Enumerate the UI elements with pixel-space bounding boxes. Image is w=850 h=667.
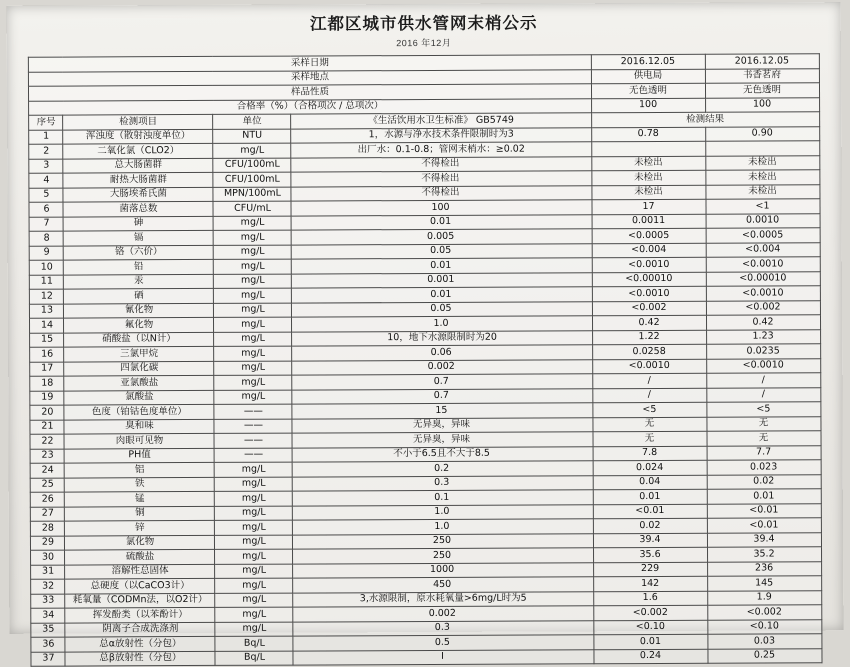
row-unit: mg/L [215,622,293,637]
row-unit: mg/L [215,593,293,608]
row-result-2: 未检出 [705,170,819,185]
row-item-name: 肉眼可见物 [64,433,214,448]
row-item-name: 挥发酚类（以苯酚计） [65,607,215,622]
row-item-name: 二氧化氯（CLO2） [63,143,213,158]
row-result-1: 0.01 [593,634,707,649]
row-result-1: <0.0010 [592,257,706,272]
row-number: 22 [30,434,64,449]
row-result-1: <0.10 [593,620,707,635]
row-result-1: <0.002 [592,301,706,316]
row-number: 14 [30,318,64,333]
row-standard-value: 0.7 [292,388,592,404]
row-result-2: 0.25 [707,648,821,663]
row-result-1: 1.6 [593,591,707,606]
row-standard-value: 0.01 [292,287,592,303]
header-row-label: 合格率（%）（合格项次 / 总项次） [29,98,591,115]
row-result-2: 未检出 [705,184,819,199]
row-item-name: 铬（六价） [64,245,214,260]
row-result-2: <0.002 [706,300,820,315]
row-unit: mg/L [214,346,292,361]
table-row [31,648,821,666]
row-item-name: 浑浊度（散射浊度单位） [63,129,213,144]
row-item-name: 铁 [65,477,215,492]
row-standard-value: 0.005 [292,229,592,245]
row-standard-value: 0.01 [292,258,592,274]
row-item-name: PH值 [65,448,215,463]
row-result-2: 1.9 [707,590,821,605]
row-result-2 [705,141,819,156]
row-item-name: 氟化物 [64,317,214,332]
row-result-2: 0.03 [707,634,821,649]
row-unit: mg/L [214,216,292,231]
row-unit: mg/L [215,477,293,492]
row-result-1: 无 [592,431,706,446]
row-item-name: 亚氯酸盐 [64,375,214,390]
row-result-1: <0.0010 [592,359,706,374]
row-result-1 [591,141,705,156]
row-item-name: 氯酸盐 [64,390,214,405]
row-unit: Bq/L [215,636,293,651]
row-result-1: <0.002 [593,605,707,620]
row-unit: mg/L [214,230,292,245]
row-standard-value: 0.002 [293,606,593,622]
row-result-2: 145 [707,576,821,591]
row-number: 26 [31,492,65,507]
row-item-name: 汞 [64,274,214,289]
row-unit: —— [215,448,293,463]
row-item-name: 总硬度（以CaCO3计） [65,578,215,593]
row-result-1: 0.42 [592,315,706,330]
row-unit: mg/L [215,520,293,535]
row-result-1: 7.8 [593,446,707,461]
row-number: 30 [31,550,65,565]
row-number: 1 [29,130,63,145]
row-result-2: <0.004 [706,242,820,257]
row-unit: mg/L [215,607,293,622]
row-result-1: <0.0005 [592,228,706,243]
row-item-name: 四氯化碳 [64,361,214,376]
row-item-name: 氯化物 [65,535,215,550]
row-result-2: 0.02 [707,474,821,489]
row-standard-value: 不得检出 [291,185,591,201]
row-unit: NTU [213,129,291,144]
column-header-result: 检测结果 [591,112,819,127]
row-number: 6 [29,202,63,217]
row-result-1: 未检出 [591,156,705,171]
row-result-1: <0.00010 [592,272,706,287]
row-number: 9 [30,246,64,261]
row-standard-value: 100 [291,200,591,216]
row-item-name: 氰化物 [64,303,214,318]
row-number: 16 [30,347,64,362]
row-standard-value: 不小于6.5且不大于8.5 [293,446,593,462]
row-result-1: / [592,388,706,403]
row-result-2: <0.0010 [706,286,820,301]
row-item-name: 总β放射性（分包） [65,651,215,666]
row-number: 35 [31,623,65,638]
row-number: 5 [29,188,63,203]
row-result-2: / [706,387,820,402]
row-unit: mg/L [214,274,292,289]
row-result-2: <1 [705,199,819,214]
header-row-label: 采样日期 [29,55,591,72]
row-number: 17 [30,362,64,377]
page-title: 江都区城市供水管网末梢公示 [309,13,538,34]
header-row-label: 样品性质 [29,84,591,101]
row-standard-value: 0.05 [292,243,592,259]
row-standard-value: 1.0 [292,316,592,332]
row-item-name: 铅 [64,259,214,274]
row-number: 18 [30,376,64,391]
row-unit: mg/L [214,259,292,274]
row-number: 13 [30,304,64,319]
row-standard-value: 0.002 [292,359,592,375]
row-unit: mg/L [213,143,291,158]
row-number: 23 [31,449,65,464]
row-item-name: 菌落总数 [63,201,213,216]
row-result-1: 0.04 [593,475,707,490]
row-result-2: 0.0010 [706,213,820,228]
row-number: 10 [30,260,64,275]
row-standard-value: 250 [293,533,593,549]
row-standard-value: 1，水源与净水技术条件限制时为3 [291,127,591,143]
water-quality-table [28,53,822,666]
row-standard-value: 450 [293,577,593,593]
row-result-2: 0.023 [707,460,821,475]
row-result-1: 35.6 [593,547,707,562]
row-result-1: <0.01 [593,504,707,519]
row-result-1: 1.22 [592,330,706,345]
row-result-1: 229 [593,562,707,577]
row-result-1: 0.24 [593,649,707,664]
header-row-value-2: 100 [705,97,819,112]
row-result-1: <0.004 [592,243,706,258]
row-number: 20 [30,405,64,420]
row-unit: —— [214,433,292,448]
row-number: 28 [31,521,65,536]
row-result-2: 0.01 [707,489,821,504]
row-number: 19 [30,391,64,406]
row-result-2: <0.01 [707,503,821,518]
row-result-1: 0.0011 [592,214,706,229]
column-header-unit: 单位 [213,114,291,129]
row-item-name: 镉 [64,230,214,245]
row-number: 21 [30,420,64,435]
row-result-1: <5 [592,402,706,417]
row-result-2: 7.7 [707,445,821,460]
row-unit: mg/L [214,332,292,347]
row-standard-value: 0.01 [292,214,592,230]
row-standard-value: 0.5 [293,635,593,651]
column-header-standard: 《生活饮用水卫生标准》 GB5749 [291,113,591,129]
row-result-1: 0.024 [593,460,707,475]
row-number: 37 [31,652,65,667]
row-unit: mg/L [214,375,292,390]
row-item-name: 砷 [64,216,214,231]
row-result-1: 无 [592,417,706,432]
row-item-name: 锌 [65,520,215,535]
row-result-2: 无 [706,416,820,431]
row-result-2: 0.42 [706,315,820,330]
row-standard-value: 1.0 [293,519,593,535]
row-number: 36 [31,637,65,652]
row-result-2: <0.002 [707,605,821,620]
row-item-name: 耗氧量（CODMn法，以O2计） [65,593,215,608]
row-number: 29 [31,536,65,551]
row-item-name: 锰 [65,491,215,506]
row-result-2: <0.0005 [706,228,820,243]
row-result-2: 1.23 [706,329,820,344]
row-result-2: <0.10 [707,619,821,634]
row-unit: —— [214,404,292,419]
row-standard-value: 0.05 [292,301,592,317]
row-number: 27 [31,507,65,522]
row-standard-value: 不得检出 [291,156,591,172]
row-number: 24 [31,463,65,478]
row-unit: mg/L [215,578,293,593]
column-header-item: 检测项目 [63,114,213,129]
row-standard-value: I [293,649,593,665]
row-item-name: 总α放射性（分包） [65,636,215,651]
row-result-2: <5 [706,402,820,417]
row-result-2: 未检出 [705,155,819,170]
row-standard-value: 0.06 [292,345,592,361]
header-row-value-2: 无色透明 [705,83,819,98]
row-unit: CFU/100mL [213,158,291,173]
row-number: 2 [29,144,63,159]
row-standard-value: 1.0 [293,504,593,520]
row-unit: mg/L [214,288,292,303]
row-number: 11 [30,275,64,290]
row-standard-value: 0.001 [292,272,592,288]
row-result-2: <0.0010 [706,358,820,373]
row-number: 8 [30,231,64,246]
row-item-name: 硝酸盐（以N计） [64,332,214,347]
header-row-value-2: 书香茗府 [705,68,819,83]
row-number: 15 [30,333,64,348]
row-unit: mg/L [214,245,292,260]
row-item-name: 耐热大肠菌群 [63,172,213,187]
row-unit: mg/L [215,549,293,564]
row-result-1: 0.78 [591,127,705,142]
row-standard-value: 10，地下水源限制时为20 [292,330,592,346]
header-row-label: 采样地点 [29,69,591,86]
row-number: 32 [31,579,65,594]
row-standard-value: 0.3 [293,475,593,491]
row-unit: mg/L [215,564,293,579]
row-unit: CFU/100mL [213,172,291,187]
row-unit: CFU/mL [213,201,291,216]
row-item-name: 色度（铂钴色度单位） [64,404,214,419]
row-result-1: 0.02 [593,518,707,533]
row-result-2: <0.01 [707,518,821,533]
row-unit: MPN/100mL [213,187,291,202]
document-sheet [7,2,844,664]
row-item-name: 臭和味 [64,419,214,434]
row-standard-value: 无异臭，异味 [292,417,592,433]
row-number: 25 [31,478,65,493]
row-result-1: 未检出 [591,170,705,185]
row-standard-value: 0.3 [293,620,593,636]
row-unit: mg/L [214,390,292,405]
row-standard-value: 出厂水：0.1-0.8；管网末梢水：≥0.02 [291,142,591,158]
row-number: 7 [30,217,64,232]
row-unit: —— [214,419,292,434]
row-result-1: / [592,373,706,388]
row-result-1: 未检出 [591,185,705,200]
row-result-2: <0.0010 [706,257,820,272]
row-unit: mg/L [215,535,293,550]
row-item-name: 阴离子合成洗涤剂 [65,622,215,637]
row-item-name: 硫酸盐 [65,549,215,564]
row-result-2: 35.2 [707,547,821,562]
row-number: 4 [29,173,63,188]
row-standard-value: 无异臭，异味 [292,432,592,448]
row-item-name: 总大肠菌群 [63,158,213,173]
row-result-1: 39.4 [593,533,707,548]
row-number: 3 [29,159,63,174]
row-item-name: 三氯甲烷 [64,346,214,361]
row-result-1: 17 [591,199,705,214]
row-standard-value: 不得检出 [291,171,591,187]
row-result-2: / [706,373,820,388]
row-result-2: 0.90 [705,126,819,141]
row-number: 33 [31,594,65,609]
row-item-name: 溶解性总固体 [65,564,215,579]
row-item-name: 铝 [65,462,215,477]
row-standard-value: 0.2 [293,461,593,477]
row-standard-value: 15 [292,403,592,419]
header-row-value-2: 2016.12.05 [705,54,819,69]
row-number: 12 [30,289,64,304]
row-item-name: 硒 [64,288,214,303]
row-unit: Bq/L [215,651,293,666]
row-result-2: 0.0235 [706,344,820,359]
row-result-2: <0.00010 [706,271,820,286]
page-subtitle: 2016 年12月 [396,37,452,49]
column-header-no: 序号 [29,115,63,130]
row-result-1: 0.0258 [592,344,706,359]
row-result-1: 142 [593,576,707,591]
header-row-value-1: 100 [591,98,705,113]
row-result-2: 39.4 [707,532,821,547]
header-row-value-1: 供电局 [591,69,705,84]
row-result-2: 236 [707,561,821,576]
row-unit: mg/L [215,462,293,477]
row-unit: mg/L [214,303,292,318]
row-item-name: 铜 [65,506,215,521]
header-row-value-1: 无色透明 [591,83,705,98]
row-result-2: 无 [706,431,820,446]
row-unit: mg/L [214,317,292,332]
row-result-1: <0.0010 [592,286,706,301]
row-number: 34 [31,608,65,623]
row-item-name: 大肠埃希氏菌 [63,187,213,202]
row-number: 31 [31,565,65,580]
row-standard-value: 3,水源限制，原水耗氧量>6mg/L时为5 [293,591,593,607]
row-unit: mg/L [214,361,292,376]
row-unit: mg/L [215,506,293,521]
row-standard-value: 250 [293,548,593,564]
row-standard-value: 0.1 [293,490,593,506]
row-standard-value: 1000 [293,562,593,578]
header-row-value-1: 2016.12.05 [591,54,705,69]
row-result-1: 0.01 [593,489,707,504]
row-unit: mg/L [215,491,293,506]
row-standard-value: 0.7 [292,374,592,390]
